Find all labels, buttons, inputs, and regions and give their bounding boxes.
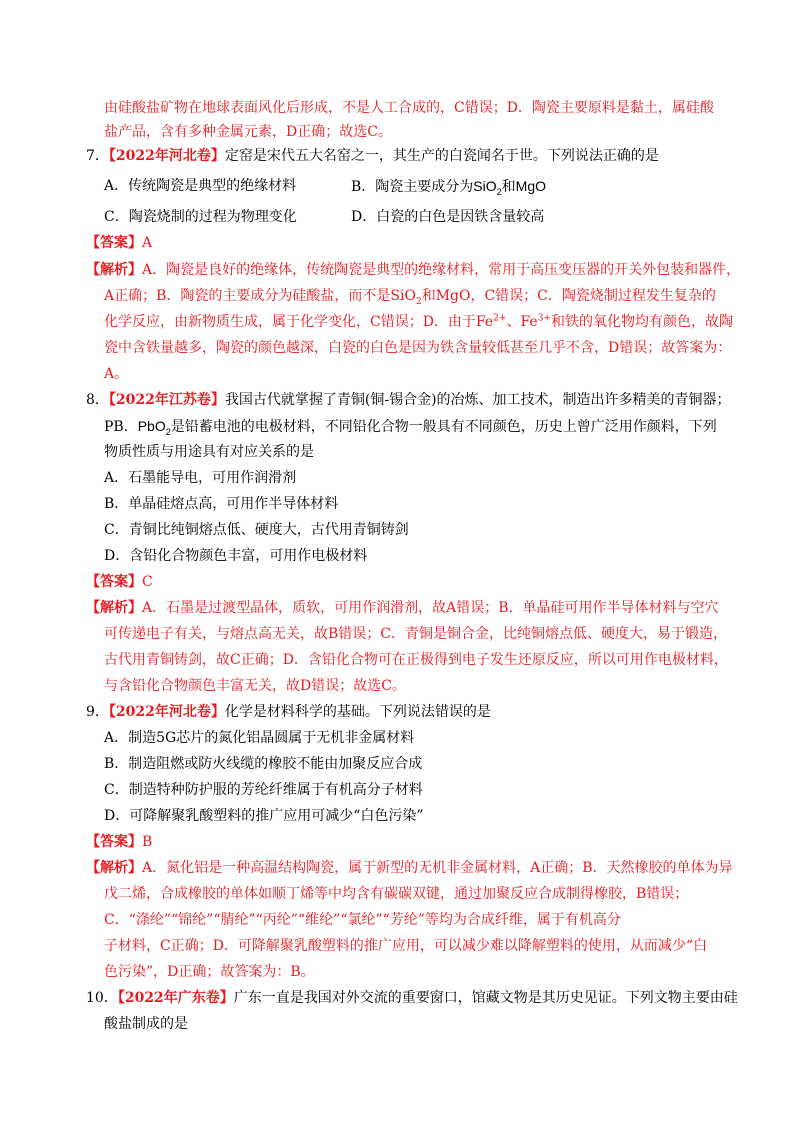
q7-explanation-line-2: A正确；B．陶瓷的主要成分为硅酸盐，而不是SiO$_2$和MgO，C错误；C．陶瓷烧制过程发生复杂的 [104, 288, 716, 307]
q9-explanation-line-4: 子材料，C正确；D．可降解聚乳酸塑料的推广应用，可以减少难以降解塑料的使用，从而减少“白 [104, 938, 708, 954]
q8-explanation-line-1: 【解析】A．石墨是过渡型晶体，质软，可用作润滑剂，故A错误；B．单晶硅可用作半导体材料与空穴 [86, 600, 719, 616]
question-8-stem-line-3: 物质性质与用途具有对应关系的是 [104, 444, 314, 460]
q7-option-b: B．陶瓷主要成分为SiO$_2$和MgO [351, 178, 546, 197]
source-tag: 【2022年河北卷】 [108, 704, 225, 720]
q8-option-d: D．含铅化合物颜色丰富，可用作电极材料 [104, 548, 368, 564]
q7-answer: 【答案】A [86, 235, 153, 251]
question-number: 9． [86, 704, 109, 720]
q9-option-b: B．制造阻燃或防火线缆的橡胶不能由加聚反应合成 [104, 756, 423, 772]
question-10-stem-line-1: 10．【2022年广东卷】广东一直是我国对外交流的重要窗口，馆藏文物是其历史见证。下列文物主要由硅 [86, 990, 738, 1006]
question-number: 7． [86, 148, 109, 164]
q7-explanation-line-3: 化学反应，由新物质生成，属于化学变化，C错误；D．由于$Fe^{2+}$、$Fe^{3+}$和铁的氧化物均有颜色，故陶 [104, 313, 733, 330]
q8-explanation-line-2: 可传递电子有关，与熔点高无关，故B错误；C．青铜是铜合金，比纯铜熔点低、硬度大，易于锻造， [104, 626, 727, 642]
question-number: 8． [86, 392, 109, 408]
top-explanation-line-2: 盐产品，含有多种金属元素，D正确；故选C。 [104, 124, 392, 140]
q9-explanation-line-5: 色污染”，D正确；故答案为：B。 [104, 964, 315, 980]
top-explanation-line-1: 由硅酸盐矿物在地球表面风化后形成，不是人工合成的，C错误；D．陶瓷主要原料是黏土，属硅酸 [104, 100, 714, 116]
question-8-stem-line-1: 8．【2022年江苏卷】我国古代就掌握了青铜(铜-锡合金)的冶炼、加工技术，制造出许多精美的青铜器； [86, 392, 731, 408]
source-tag: 【2022年河北卷】 [108, 148, 225, 164]
q8-explanation-line-4: 与含铅化合物颜色丰富无关，故D错误；故选C。 [104, 678, 406, 694]
q7-explanation-line-5: A。 [104, 366, 129, 382]
q7-explanation-line-1: 【解析】A．陶瓷是良好的绝缘体，传统陶瓷是典型的绝缘材料，常用于高压变压器的开关外包装和器件， [86, 262, 741, 278]
q9-explanation-line-3: C．“涤纶”“锦纶”“腈纶”“丙纶”“维纶”“氯纶”“芳纶”等均为合成纤维，属于有机高分 [104, 912, 621, 928]
q7-option-a: A．传统陶瓷是典型的绝缘材料 [104, 178, 297, 194]
q9-explanation-line-2: 戊二烯，合成橡胶的单体如顺丁烯等中均含有碳碳双键，通过加聚反应合成制得橡胶，B错误； [104, 886, 689, 902]
q8-option-a: A．石墨能导电，可用作润滑剂 [104, 470, 297, 486]
source-tag: 【2022年广东卷】 [117, 990, 234, 1006]
q8-answer: 【答案】C [86, 574, 153, 590]
q9-explanation-line-1: 【解析】A．氮化铝是一种高温结构陶瓷，属于新型的无机非金属材料，A正确；B．天然橡胶的单体为异 [86, 860, 733, 876]
q9-option-a: A．制造5G芯片的氮化铝晶圆属于无机非金属材料 [104, 730, 415, 746]
q8-option-c: C．青铜比纯铜熔点低、硬度大，古代用青铜铸剑 [104, 522, 409, 538]
question-7-stem [86, 146, 659, 166]
q9-answer: 【答案】B [86, 834, 153, 850]
question-text: 定窑是宋代五大名窑之一，其生产的白瓷闻名于世。下列说法正确的是 [224, 148, 659, 164]
q9-option-c: C．制造特种防护服的芳纶纤维属于有机高分子材料 [104, 782, 423, 798]
question-8-stem-line-2: PB．PbO$_2$是铅蓄电池的电极材料，不同铅化合物一般具有不同颜色，历史上曾广泛用作颜料，下列 [104, 418, 717, 437]
q9-option-d: D．可降解聚乳酸塑料的推广应用可减少“白色污染” [104, 808, 424, 824]
source-tag: 【2022年江苏卷】 [108, 392, 225, 408]
question-10-stem-line-2: 酸盐制成的是 [104, 1016, 188, 1032]
q8-explanation-line-3: 古代用青铜铸剑，故C正确；D．含铅化合物可在正极得到电子发生还原反应，所以可用作电极材料， [104, 652, 728, 668]
q8-option-b: B．单晶硅熔点高，可用作半导体材料 [104, 496, 339, 512]
question-number: 10． [86, 990, 118, 1006]
question-9-stem: 9．【2022年河北卷】化学是材料科学的基础。下列说法错误的是 [86, 704, 491, 720]
q7-explanation-line-4: 瓷中含铁量越多，陶瓷的颜色越深，白瓷的白色是因为铁含量较低甚至几乎不含，D错误；故答案为： [104, 340, 732, 356]
q7-option-c: C．陶瓷烧制的过程为物理变化 [104, 209, 297, 225]
q7-option-d: D．白瓷的白色是因铁含量较高 [351, 209, 545, 225]
